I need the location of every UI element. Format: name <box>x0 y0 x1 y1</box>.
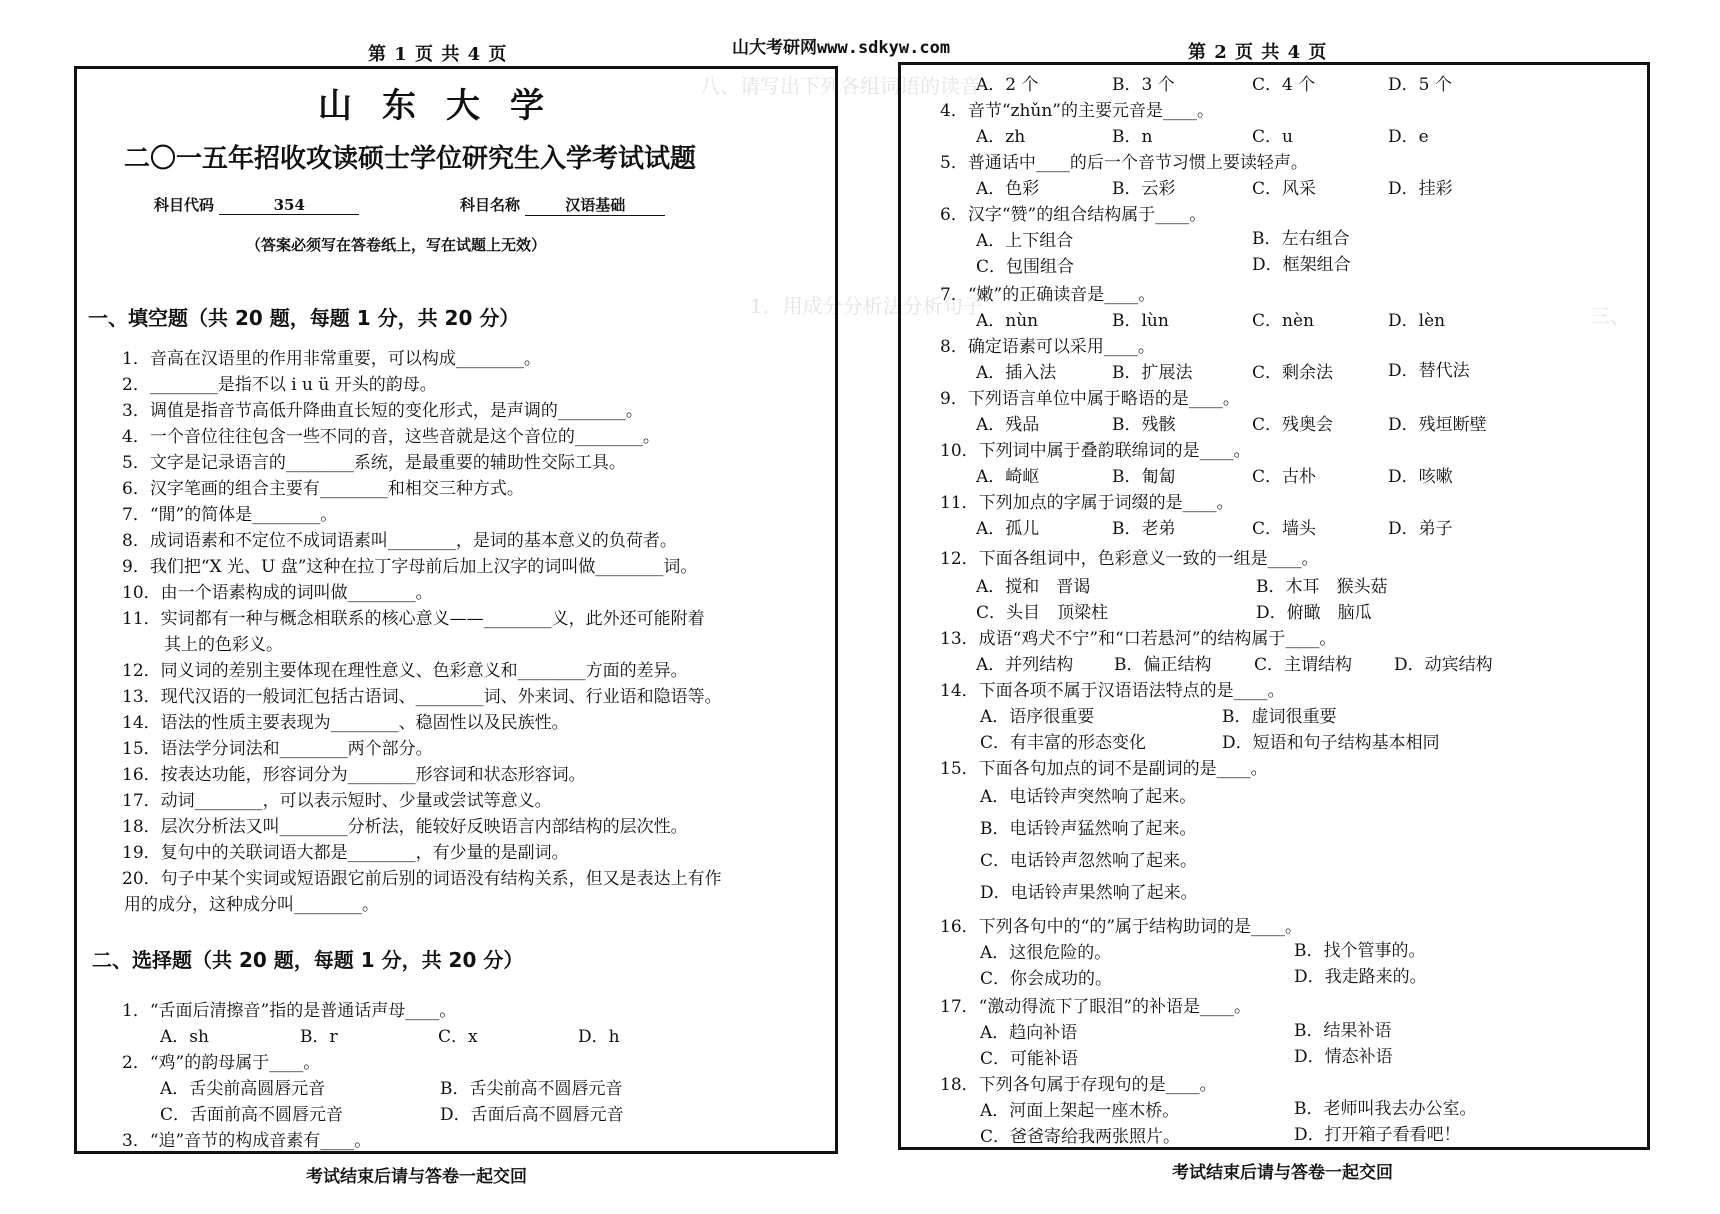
choice-question: 10．下列词中属于叠韵联绵词的是____。 <box>940 441 1251 461</box>
choice-option: D．框架组合 <box>1252 255 1351 275</box>
choice-option: B．老师叫我去办公室。 <box>1294 1099 1477 1119</box>
choice-option: D．e <box>1388 127 1429 147</box>
choice-option: D．挂彩 <box>1388 179 1453 199</box>
choice-option: C．电话铃声忽然响了起来。 <box>980 851 1198 871</box>
choice-option: D．5 个 <box>1388 75 1452 95</box>
choice-option: B．偏正结构 <box>1114 655 1212 675</box>
choice-option: D．弟子 <box>1388 519 1453 539</box>
choice-option: C．舌面前高不圆唇元音 <box>160 1105 344 1125</box>
subject-code-value: 354 <box>219 196 359 215</box>
choice-option: C．包围组合 <box>976 257 1075 277</box>
choice-option: A．语序很重要 <box>980 707 1095 727</box>
choice-question: 18．下列各句属于存现句的是____。 <box>940 1075 1217 1095</box>
fill-item: 11．实词都有一种与概念相联系的核心意义——________义，此外还可能附着 <box>122 609 705 629</box>
choice-option: B．扩展法 <box>1112 363 1193 383</box>
fill-item: 5．文字是记录语言的________系统，是最重要的辅助性交际工具。 <box>122 453 626 473</box>
choice-option: C．主谓结构 <box>1254 655 1353 675</box>
choice-option: D．残垣断壁 <box>1388 415 1487 435</box>
choice-option: B．找个管事的。 <box>1294 941 1426 961</box>
choice-option: B．残骸 <box>1112 415 1176 435</box>
section-1-heading: 一、填空题（共 20 题，每题 1 分，共 20 分） <box>88 306 520 330</box>
fill-item: 15．语法学分词法和________两个部分。 <box>122 739 433 759</box>
choice-option: A．这很危险的。 <box>980 943 1112 963</box>
choice-option: B．r <box>300 1027 338 1047</box>
choice-question: 8．确定语素可以采用____。 <box>940 337 1155 357</box>
choice-option: D．电话铃声果然响了起来。 <box>980 883 1198 903</box>
choice-question: 6．汉字“赞”的组合结构属于____。 <box>940 205 1207 225</box>
choice-question: 13．成语“鸡犬不宁”和“口若悬河”的结构属于____。 <box>940 629 1337 649</box>
choice-option: D．短语和句子结构基本相同 <box>1222 733 1440 753</box>
section-2-heading: 二、选择题（共 20 题，每题 1 分，共 20 分） <box>92 948 524 972</box>
left-footer: 考试结束后请与答卷一起交回 <box>306 1167 527 1187</box>
bleed-through-text: 八、请写出下列各组词语的读音 <box>700 74 980 98</box>
choice-option: B．n <box>1112 127 1153 147</box>
choice-option: A．残品 <box>976 415 1040 435</box>
choice-option: A．nùn <box>976 311 1039 331</box>
fill-item: 8．成词语素和不定位不成词语素叫________，是词的基本意义的负荷者。 <box>122 531 677 551</box>
choice-option: A．河面上架起一座木桥。 <box>980 1101 1180 1121</box>
choice-option: C．剩余法 <box>1252 363 1334 383</box>
choice-option: C．nèn <box>1252 311 1314 331</box>
choice-option: D．舌面后高不圆唇元音 <box>440 1105 624 1125</box>
choice-option: A．zh <box>976 127 1026 147</box>
choice-option: A．趋向补语 <box>980 1023 1078 1043</box>
bleed-through-text: 三、 <box>1590 304 1630 328</box>
choice-option: C．墙头 <box>1252 519 1317 539</box>
subject-name-label: 科目名称 <box>460 196 521 214</box>
exam-title: 二〇一五年招收攻读硕士学位研究生入学考试试题 <box>124 144 697 174</box>
choice-option: C．爸爸寄给我两张照片。 <box>980 1127 1181 1147</box>
answer-note: （答案必须写在答卷纸上，写在试题上无效） <box>246 236 547 254</box>
choice-option: A．2 个 <box>976 75 1039 95</box>
choice-option: C．x <box>438 1027 478 1047</box>
choice-option: B．3 个 <box>1112 75 1175 95</box>
fill-item: 12．同义词的差别主要体现在理性意义、色彩意义和________方面的差异。 <box>122 661 688 681</box>
bleed-through-text: 1．用成分分析法分析句子 <box>750 294 983 318</box>
choice-question: 14．下面各项不属于汉语语法特点的是____。 <box>940 681 1285 701</box>
choice-option: C．风采 <box>1252 179 1317 199</box>
choice-option: D．咳嗽 <box>1388 467 1453 487</box>
fill-item: 13．现代汉语的一般词汇包括古语词、________词、外来词、行业语和隐语等。 <box>122 687 722 707</box>
choice-option: B．木耳 猴头菇 <box>1256 577 1388 597</box>
fill-item: 1．音高在汉语里的作用非常重要，可以构成________。 <box>122 349 541 369</box>
choice-question: 16．下列各句中的“的”属于结构助词的是____。 <box>940 917 1303 937</box>
fill-item: 2．________是指不以 i u ü 开头的韵母。 <box>122 375 437 395</box>
choice-option: D．替代法 <box>1388 361 1470 381</box>
choice-option: C．u <box>1252 127 1293 147</box>
choice-option: D．h <box>578 1027 620 1047</box>
choice-option: B．电话铃声猛然响了起来。 <box>980 819 1197 839</box>
choice-question: 4．音节“zhǔn”的主要元音是____。 <box>940 101 1214 121</box>
choice-option: D．我走路来的。 <box>1294 967 1427 987</box>
choice-option: C．4 个 <box>1252 75 1316 95</box>
fill-item: 7．“閒”的简体是________。 <box>122 505 338 525</box>
choice-option: A．并列结构 <box>976 655 1074 675</box>
choice-option: B．老弟 <box>1112 519 1176 539</box>
choice-option: B．结果补语 <box>1294 1021 1392 1041</box>
choice-option: D．动宾结构 <box>1394 655 1493 675</box>
choice-question: 2．“鸡”的韵母属于____。 <box>122 1053 321 1073</box>
choice-question: 1．“舌面后清擦音”指的是普通话声母____。 <box>122 1001 457 1021</box>
choice-option: C．头目 顶梁柱 <box>976 603 1109 623</box>
university-title: 山东大学 <box>318 86 574 126</box>
subject-name-field <box>460 194 665 216</box>
choice-option: A．孤儿 <box>976 519 1040 539</box>
choice-option: C．可能补语 <box>980 1049 1079 1069</box>
choice-option: A．插入法 <box>976 363 1057 383</box>
right-page-number: 第 2 页 共 4 页 <box>1188 42 1328 63</box>
choice-option: C．古朴 <box>1252 467 1317 487</box>
choice-option: C．有丰富的形态变化 <box>980 733 1147 753</box>
choice-option: D．情态补语 <box>1294 1047 1393 1067</box>
choice-question: 15．下面各句加点的词不是副词的是____。 <box>940 759 1268 779</box>
choice-option: C．你会成功的。 <box>980 969 1113 989</box>
choice-option: B．云彩 <box>1112 179 1176 199</box>
choice-option: B．匍匐 <box>1112 467 1176 487</box>
left-page-number: 第 1 页 共 4 页 <box>368 44 508 65</box>
choice-option: A．电话铃声突然响了起来。 <box>980 787 1197 807</box>
choice-option: D．俯瞰 脑瓜 <box>1256 603 1372 623</box>
choice-option: A．sh <box>160 1027 209 1047</box>
choice-option: A．色彩 <box>976 179 1040 199</box>
choice-option: A．上下组合 <box>976 231 1074 251</box>
choice-question: 17．“激动得流下了眼泪”的补语是____。 <box>940 997 1252 1017</box>
choice-question: 5．普通话中____的后一个音节习惯上要读轻声。 <box>940 153 1308 173</box>
fill-item: 6．汉字笔画的组合主要有________和相交三种方式。 <box>122 479 524 499</box>
fill-item: 3．调值是指音节高低升降曲直长短的变化形式，是声调的________。 <box>122 401 643 421</box>
fill-item: 4．一个音位往往包含一些不同的音，这些音就是这个音位的________。 <box>122 427 660 447</box>
choice-option: A．崎岖 <box>976 467 1040 487</box>
choice-option: D．lèn <box>1388 311 1446 331</box>
choice-option: B．虚词很重要 <box>1222 707 1337 727</box>
choice-option: B．舌尖前高不圆唇元音 <box>440 1079 623 1099</box>
choice-option: B．lùn <box>1112 311 1169 331</box>
site-watermark: 山大考研网www.sdkyw.com <box>732 38 951 58</box>
choice-question: 11．下列加点的字属于词缀的是____。 <box>940 493 1234 513</box>
choice-question: 7．“嫩”的正确读音是____。 <box>940 285 1156 305</box>
choice-question: 9．下列语言单位中属于略语的是____。 <box>940 389 1240 409</box>
choice-option: B．左右组合 <box>1252 229 1350 249</box>
fill-item: 20．句子中某个实词或短语跟它前后别的词语没有结构关系，但又是表达上有作 <box>122 869 722 889</box>
fill-item: 17．动词________，可以表示短时、少量或尝试等意义。 <box>122 791 552 811</box>
fill-item-continuation: 用的成分，这种成分叫________。 <box>124 895 379 915</box>
fill-item: 9．我们把“X 光、U 盘”这种在拉丁字母前后加上汉字的词叫做________词。 <box>122 557 698 577</box>
choice-option: A．搅和 晋谒 <box>976 577 1091 597</box>
fill-item: 18．层次分析法又叫________分析法，能较好反映语言内部结构的层次性。 <box>122 817 688 837</box>
fill-item: 14．语法的性质主要表现为________、稳固性以及民族性。 <box>122 713 569 733</box>
subject-name-value: 汉语基础 <box>525 194 665 216</box>
subject-code-field <box>154 194 359 215</box>
choice-question: 12．下面各组词中，色彩意义一致的一组是____。 <box>940 549 1319 569</box>
fill-item-continuation: 其上的色彩义。 <box>164 635 283 655</box>
choice-option: D．打开箱子看看吧！ <box>1294 1125 1461 1145</box>
fill-item: 19．复句中的关联词语大都是________，有少量的是副词。 <box>122 843 569 863</box>
fill-item: 10．由一个语素构成的词叫做________。 <box>122 583 433 603</box>
choice-option: C．残奥会 <box>1252 415 1334 435</box>
choice-question: 3．“追”音节的构成音素有____。 <box>122 1131 372 1151</box>
right-footer: 考试结束后请与答卷一起交回 <box>1172 1163 1393 1183</box>
choice-option: A．舌尖前高圆唇元音 <box>160 1079 326 1099</box>
subject-code-label: 科目代码 <box>154 196 215 214</box>
fill-item: 16．按表达功能，形容词分为________形容词和状态形容词。 <box>122 765 586 785</box>
